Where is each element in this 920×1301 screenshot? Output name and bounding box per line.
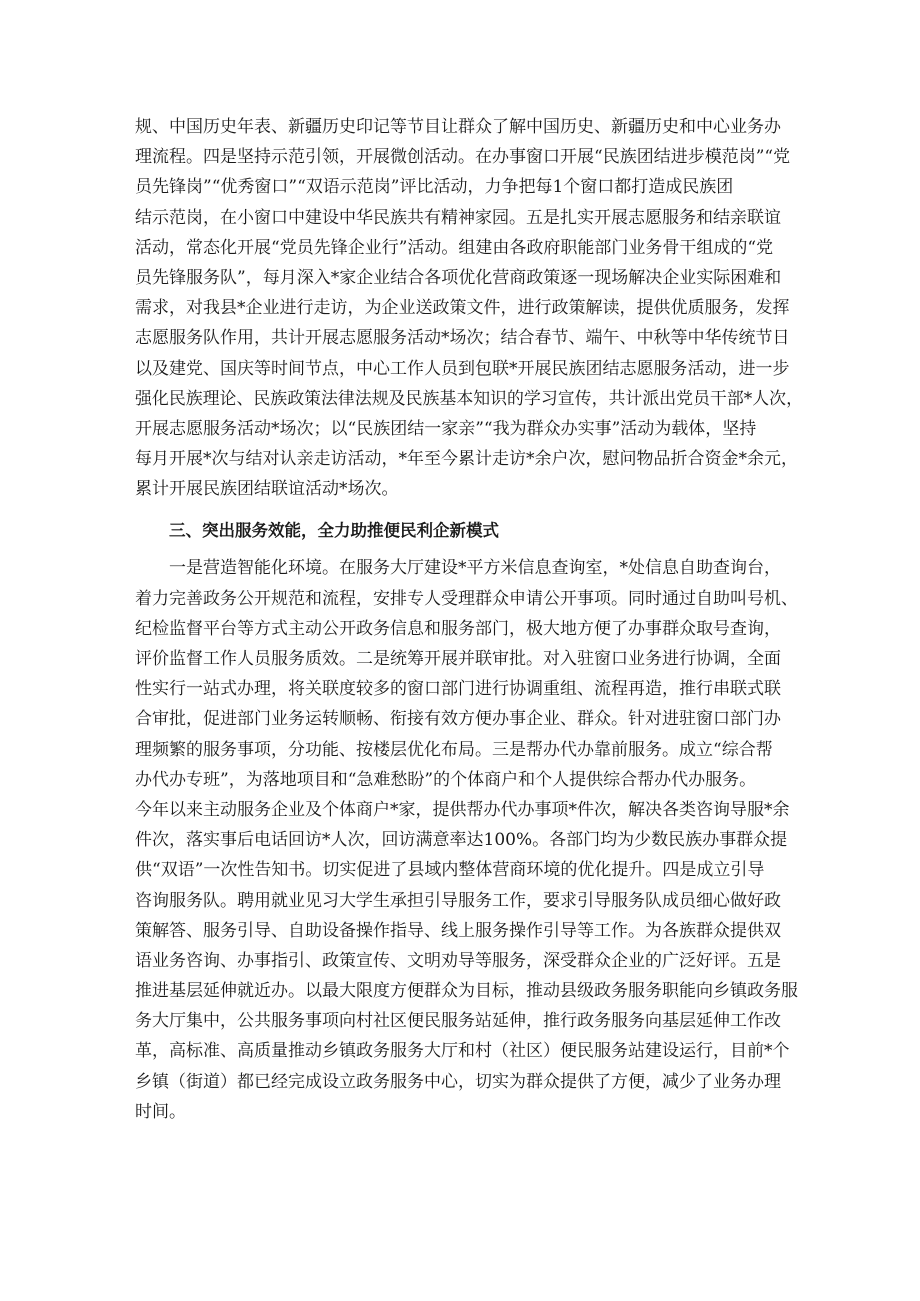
paragraph-service-efficiency [135, 553, 803, 1127]
text-line: 合审批，促进部门业务运转顺畅、衔接有效方便办事企业、群众。针对进驻窗口部门办 [135, 709, 781, 730]
text-line: 规、中国历史年表、新疆历史印记等节目让群众了解中国历史、新疆历史和中心业务办 [135, 117, 781, 137]
text-line: 策解答、服务引导、自助设备操作指导、线上服务操作引导等工作。为各族群众提供双 [135, 920, 781, 941]
text-line: 纪检监督平台等方式主动公开政务信息和服务部门，极大地方便了办事群众取号查询， [135, 618, 781, 639]
document-page [135, 112, 803, 1127]
text-line: 需求，对我县*企业进行走访，为企业送政策文件，进行政策解读，提供优质服务，发挥 [135, 298, 790, 319]
text-line: 推进基层延伸就近办。以最大限度方便群众为目标，推动县级政务服务职能向乡镇政务服 [135, 981, 798, 1002]
text-line: 结示范岗，在小窗口中建设中华民族共有精神家园。五是扎实开展志愿服务和结亲联谊 [135, 207, 781, 228]
text-line: 乡镇（街道）都已经完成设立政务服务中心，切实为群众提供了方便，减少了业务办理 [135, 1071, 781, 1092]
text-line: 开展志愿服务活动*场次；以“民族团结一家亲”“我为群众办实事”活动为载体，坚持 [135, 418, 757, 439]
text-line: 评价监督工作人员服务质效。二是统筹开展并联审批。对入驻窗口业务进行协调，全面 [135, 649, 781, 669]
text-line: 员先锋服务队”，每月深入*家企业结合各项优化营商政策逐一现场解决企业实际困难和 [135, 267, 782, 288]
text-line: 一是营造智能化环境。在服务大厅建设*平方米信息查询室，*处信息自助查询台， [169, 558, 781, 579]
paragraph-ethnic-unity [135, 112, 803, 504]
section-heading: 三、突出服务效能，全力助推便民利企新模式 [169, 521, 499, 541]
text-line: 革，高标准、高质量推动乡镇政务服务大厅和村（社区）便民服务站建设运行，目前*个 [135, 1041, 790, 1062]
text-line: 累计开展民族团结联谊活动*场次。 [135, 479, 399, 500]
text-line: 性实行一站式办理，将关联度较多的窗口部门进行协调重组、流程再造，推行串联式联 [135, 679, 781, 700]
text-line: 语业务咨询、办事指引、政策宣传、文明劝导等服务，深受群众企业的广泛好评。五是 [135, 950, 781, 971]
text-line: 供“双语”一次性告知书。切实促进了县域内整体营商环境的优化提升。四是成立引导 [135, 860, 765, 881]
text-line: 志愿服务队作用，共计开展志愿服务活动*场次；结合春节、端午、中秋等中华传统节日 [135, 328, 790, 349]
text-line: 以及建党、国庆等时间节点，中心工作人员到包联*开展民族团结志愿服务活动，进一步 [135, 358, 790, 379]
text-line: 活动，常态化开展“党员先锋企业行”活动。组建由各政府职能部门业务骨干组成的“党 [135, 237, 774, 258]
text-line: 理频繁的服务事项，分功能、按楼层优化布局。三是帮办代办靠前服务。成立“综合帮 [135, 739, 773, 760]
text-line: 每月开展*次与结对认亲走访活动，*年至今累计走访*余户次，慰问物品折合资金*余元， [135, 449, 798, 470]
text-line: 件次，落实事后电话回访*人次，回访满意率达100%。各部门均为少数民族办事群众提 [135, 830, 788, 851]
text-line: 务大厅集中，公共服务事项向村社区便民服务站延伸，推行政务服务向基层延伸工作改 [135, 1011, 781, 1032]
text-line: 今年以来主动服务企业及个体商户*家，提供帮办代办事项*件次，解决各类咨询导服*余 [135, 799, 790, 820]
text-line: 办代办专班”，为落地项目和“急难愁盼”的个体商户和个人提供综合帮办代办服务。 [135, 769, 757, 790]
text-line: 强化民族理论、民族政策法律法规及民族基本知识的学习宣传，共计派出党员干部*人次， [135, 388, 803, 409]
text-line: 时间。 [135, 1101, 186, 1122]
text-line: 着力完善政务公开规范和流程，安排专人受理群众申请公开事项。同时通过自助叫号机、 [135, 588, 798, 609]
text-line: 理流程。四是坚持示范引领，开展微创活动。在办事窗口开展“民族团结进步模范岗”“党 [135, 147, 791, 168]
text-line: 咨询服务队。聘用就业见习大学生承担引导服务工作，要求引导服务队成员细心做好政 [135, 890, 781, 911]
text-line: 员先锋岗”“优秀窗口”“双语示范岗”评比活动，力争把每1个窗口都打造成民族团 [135, 177, 734, 198]
